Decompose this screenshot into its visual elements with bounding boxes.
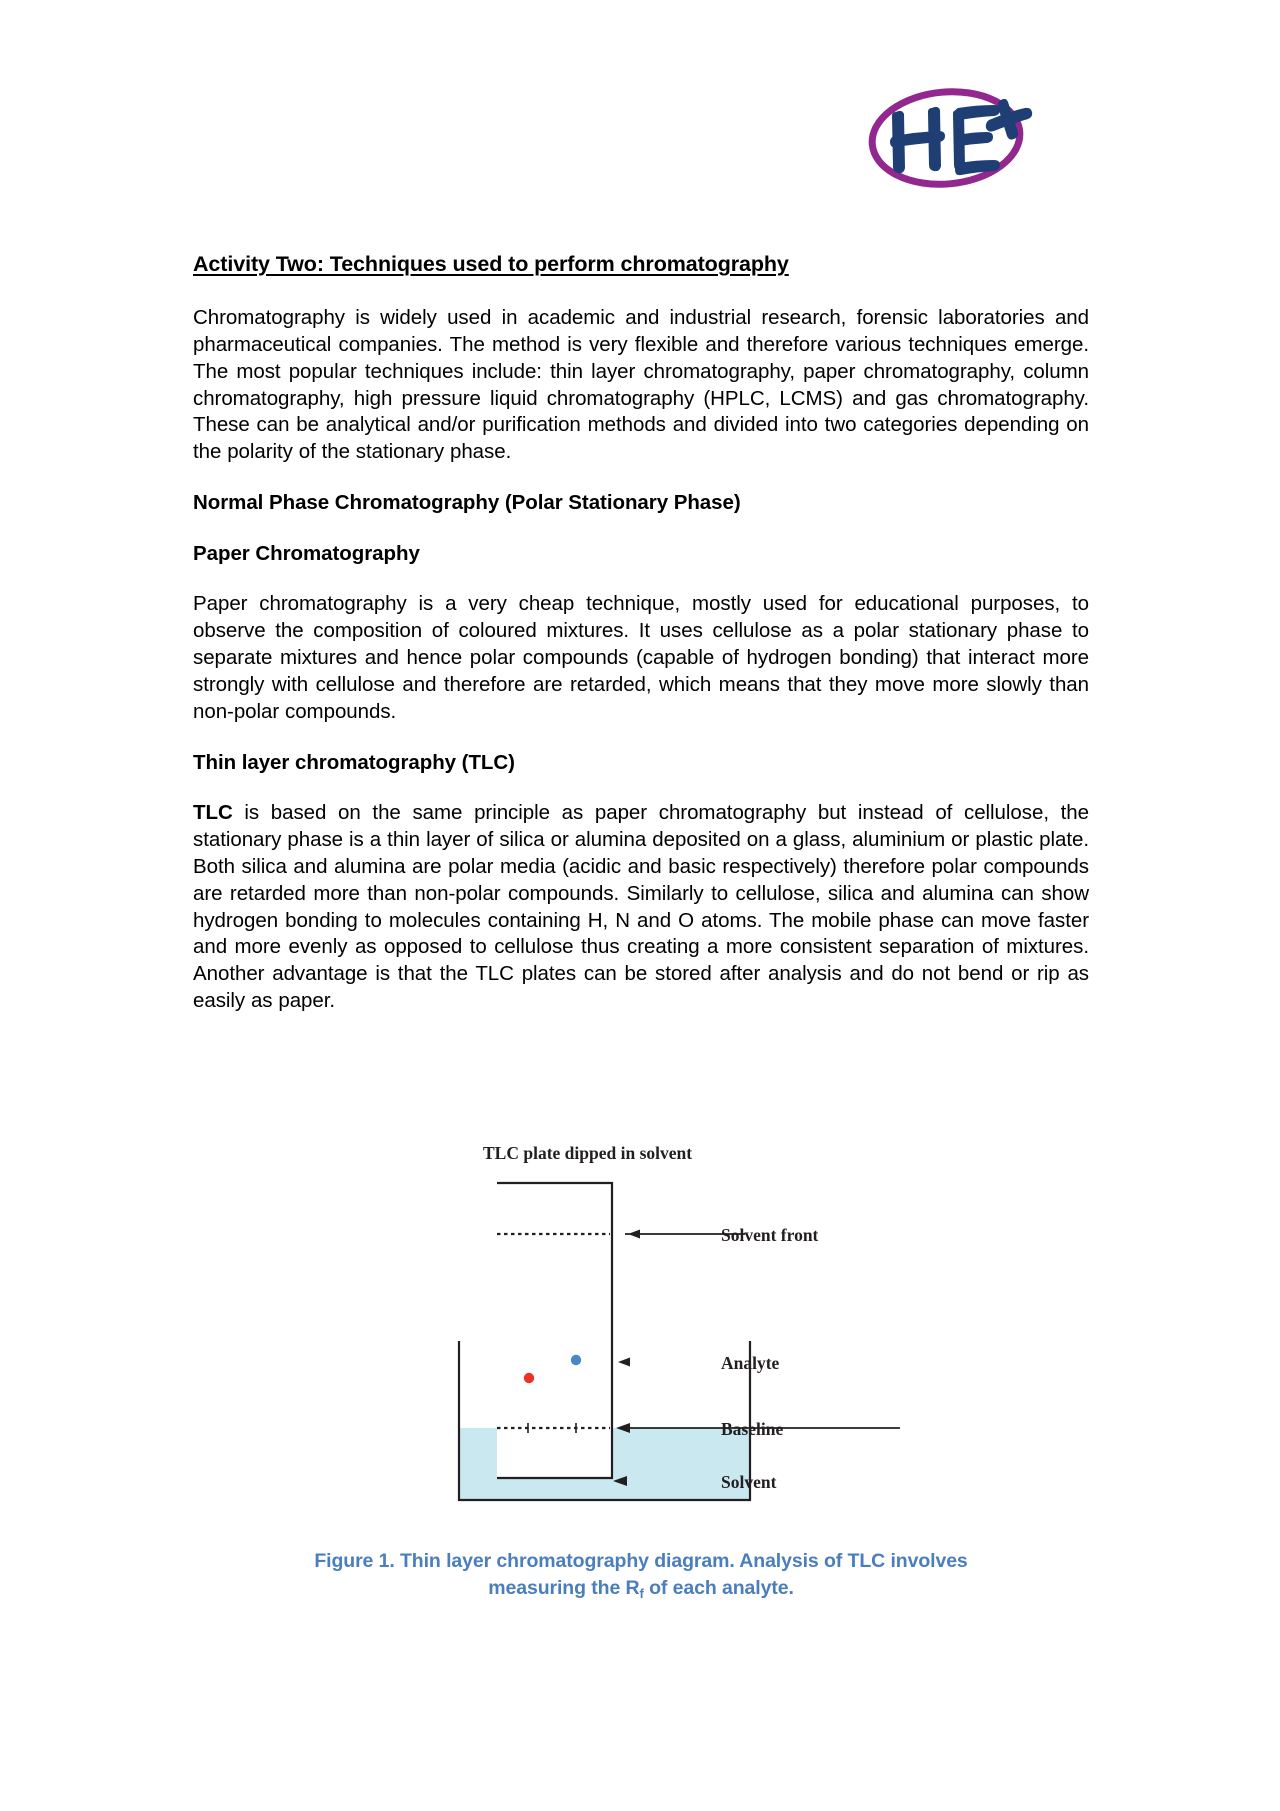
document-body: [193, 250, 1089, 1039]
figure-caption-line2-post: of each analyte.: [643, 1576, 794, 1599]
figure-caption: [193, 1548, 1089, 1601]
analyte-spot-blue: [571, 1355, 581, 1365]
solvent-front-arrowhead: [628, 1230, 640, 1239]
paragraph-tlc: [193, 800, 1089, 1015]
heading-thin-layer-chromatography: Thin layer chromatography (TLC): [193, 750, 515, 774]
heading-paper-chromatography: Paper Chromatography: [193, 541, 420, 565]
paragraph-tlc-lead: TLC: [193, 801, 233, 825]
label-solvent-front-text: Solvent front: [721, 1225, 819, 1245]
paragraph-paper-chromatography: Paper chromatography is a very cheap technique, mostly used for educational purposes, to observe the composition of coloured mixtures. It uses cellulose as a polar stationary phase to separate mixtures and hence polar compounds (capable of hydrogen bonding) that interact more strongly with cellulose and therefore are retarded, which means that they move more slowly than non-polar compounds.: [193, 592, 1089, 723]
he-plus-logo: [862, 78, 1038, 202]
page-title: [193, 250, 1089, 279]
figure-caption-line1: Figure 1. Thin layer chromatography diagram. Analysis of TLC involves: [314, 1550, 968, 1572]
page-title-text: Activity Two: Techniques used to perform chromatography: [193, 252, 789, 276]
heading-normal-phase: Normal Phase Chromatography (Polar Stationary Phase): [193, 491, 741, 515]
figure-caption-line2-pre: measuring the R: [488, 1576, 640, 1599]
label-solvent-text: Solvent: [721, 1472, 777, 1492]
label-analyte-text: Analyte: [721, 1353, 780, 1373]
figure-caption-subscript: f: [639, 1585, 644, 1601]
label-baseline-text: Baseline: [721, 1419, 784, 1439]
analyte-spot-red: [524, 1373, 534, 1383]
analyte-arrowhead: [618, 1358, 630, 1367]
paragraph-tlc-text: is based on the same principle as paper chromatography but instead of cellulose, the stationary phase is a thin layer of silica or alumina deposited on a glass, aluminium or plastic plate. Both silica and alumina are polar media (acidic and basic respectively) therefore polar compounds are retarded more than non-polar compounds. Similarly to cellulose, silica and alumina can show hydrogen bonding to molecules containing H, N and O atoms. The mobile phase can move faster and more evenly as opposed to cellulose thus creating a more consistent separation of mixtures. Another advantage is that the TLC plates can be stored after analysis and do not bend or rip as easily as paper.: [193, 801, 1089, 1013]
plate-immersed-white: [497, 1428, 612, 1478]
paragraph-intro: Chromatography is widely used in academic and industrial research, forensic laboratories and pharmaceutical companies. The method is very flexible and therefore various techniques emerge. The most popular techniques include: thin layer chromatography, paper chromatography, column chromatography, high pressure liquid chromatography (HPLC, LCMS) and gas chromatography. These can be analytical and/or purification methods and divided into two categories depending on the polarity of the stationary phase.: [193, 306, 1089, 464]
diagram-title-text: TLC plate dipped in solvent: [483, 1143, 693, 1163]
